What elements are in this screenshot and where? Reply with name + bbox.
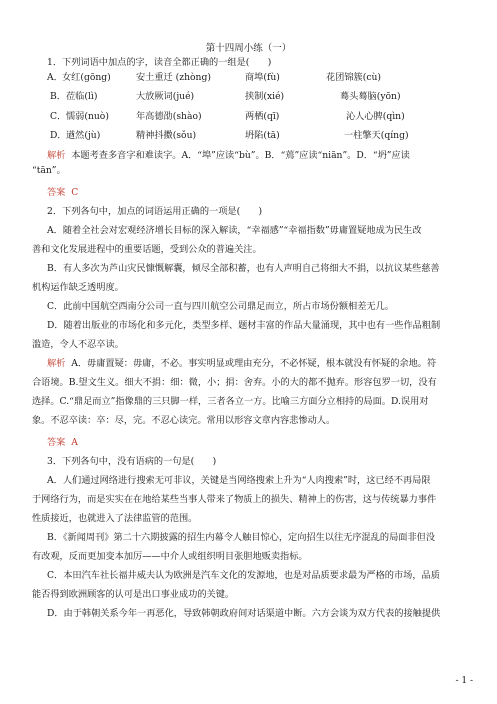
q3-stem: 3．下列各句中，没有语病的一句是( ) (47, 456, 217, 467)
q3-option-c: C．本田汽车社长福井威夫认为欧洲是汽车文化的发源地，也是对品质要求最为严格的市场，品质 (47, 570, 440, 581)
q2-analysis-line: 选择。C.“鼎足而立”指像鼎的三只脚一样，三者各立一方。比喻三方面分立相持的局面。D.误用对 (32, 396, 429, 407)
q1-analysis (47, 149, 410, 162)
q2-analysis (47, 357, 436, 370)
analysis-text: A．毋庸置疑：毋庸，不必。事实明显或理由充分，不必怀疑，根本就没有怀疑的余地。符 (71, 358, 437, 369)
q1-option-cell: 挟制(xié) (245, 91, 285, 102)
q2-option-b: B．有人多次为芦山灾民慷慨解囊，倾尽全部积蓄，也有人声明自己将细大不捐，以抗议某些慈善 (47, 263, 440, 274)
q2-option-d-cont: 滥造，令人不忍卒读。 (32, 339, 124, 350)
answer-label: 答案 (47, 187, 66, 198)
analysis-label: 解析 (47, 150, 66, 161)
answer-label: 答案 (47, 437, 66, 448)
q1-option-letter: A． (47, 72, 63, 83)
q1-option-cell: 年高德劭(shào) (136, 111, 202, 122)
q1-option-cell: 花团锦簇(cù) (326, 72, 381, 83)
q3-option-b: B．《新闻周刊》第二十六期披露的招生内幕令人触目惊心，定向招生以往无序混乱的局面非但没 (47, 532, 436, 543)
q1-option-cell: 大放厥词(jué) (136, 91, 195, 102)
q1-option-letter: D． (50, 130, 67, 141)
q1-option-cell: 蓦头蓦脑(yōn) (340, 91, 401, 102)
q1-analysis-cont: “tān”。 (32, 165, 66, 176)
q2-option-a-cont: 善和文化发展进程中的重要话题，受到公众的普遍关注。 (32, 244, 262, 255)
q1-option-letter: C． (50, 111, 67, 122)
q2-answer (47, 436, 78, 449)
q2-analysis-line: 合语境。B.望文生义。细大不捐：细：微，小；捐：舍弃。小的大的都不抛弃。形容包罗一切，没有 (32, 377, 437, 388)
q1-option-cell: 一柱擎天(qíng) (344, 130, 409, 141)
analysis-label: 解析 (47, 358, 66, 369)
q1-option-cell: 安土重迁 (zhòng) (136, 72, 211, 83)
answer-value: C (71, 187, 79, 198)
analysis-text: 本题考查多音字和难读字。A．“埠”应读“bù”。B．“蔫”应读“niān”。D．“坍”应读 (71, 150, 410, 161)
q1-option-cell: 女红(gōng) (62, 72, 111, 83)
q2-stem: 2．下列各句中，加点的词语运用正确的一项是( ) (47, 206, 263, 217)
q1-option-cell: 坍陷(tā) (245, 130, 280, 141)
page-title: 第十四周小练（一） (205, 43, 292, 54)
q1-option-cell: 两栖(qī) (245, 111, 280, 122)
q1-stem: 1．下列词语中加点的字，读音全都正确的一组是( ) (47, 57, 272, 68)
q1-option-letter: B． (50, 91, 66, 102)
answer-value: A (71, 437, 78, 448)
q1-option-cell: 莅临(lì) (66, 91, 98, 102)
q2-option-c: C．此前中国航空西南分公司一直与四川航空公司鼎足而立，所占市场份额相差无几。 (47, 301, 394, 312)
q2-option-b-cont: 机构运作缺乏透明度。 (32, 282, 124, 293)
q3-option-a: A．人们通过网络进行搜索无可非议，关键是当网络搜索上升为“人肉搜索”时，这已经不再局限 (47, 475, 431, 486)
q3-option-d: D．由于韩朝关系今年一再恶化，导致韩朝政府间对话渠道中断。六方会谈为双方代表的接触提供 (47, 608, 441, 619)
q1-option-cell: 精神抖擞(sǒu) (136, 130, 197, 141)
q3-option-a-cont: 性质接近，也就进入了法律监管的范围。 (32, 513, 198, 524)
q2-option-a: A．随着全社会对宏观经济增长目标的深入解读，“幸福感”“幸福指数”毋庸置疑地成为民生改 (47, 225, 422, 236)
q3-option-b-cont: 有改观，反而更加变本加厉——中介人或组织明目张胆地贩卖指标。 (32, 551, 308, 562)
q2-analysis-line: 象。不忍卒读：卒：尽，完。不忍心读完。常用以形容文章内容悲惨动人。 (32, 415, 336, 426)
q3-option-c-cont: 能否得到欧洲顾客的认可是出口事业成功的关键。 (32, 589, 235, 600)
page-number: - 1 - (455, 676, 473, 686)
q3-option-a-cont: 于网络行为，而是实实在在地给某些当事人带来了物质上的损失、精神上的伤害，这与传统暴力事件 (32, 494, 437, 505)
q1-option-cell: 遒然(jù) (66, 130, 101, 141)
q2-option-d: D．随着出版业的市场化和多元化，类型多样、题材丰富的作品大量涌现，其中也有一些作品粗制 (47, 320, 441, 331)
q1-answer (47, 186, 78, 199)
q1-option-cell: 懦弱(nuò) (66, 111, 109, 122)
q1-option-cell: 沁人心脾(qìn) (346, 111, 405, 122)
q1-option-cell: 商埠(fù) (245, 72, 280, 83)
